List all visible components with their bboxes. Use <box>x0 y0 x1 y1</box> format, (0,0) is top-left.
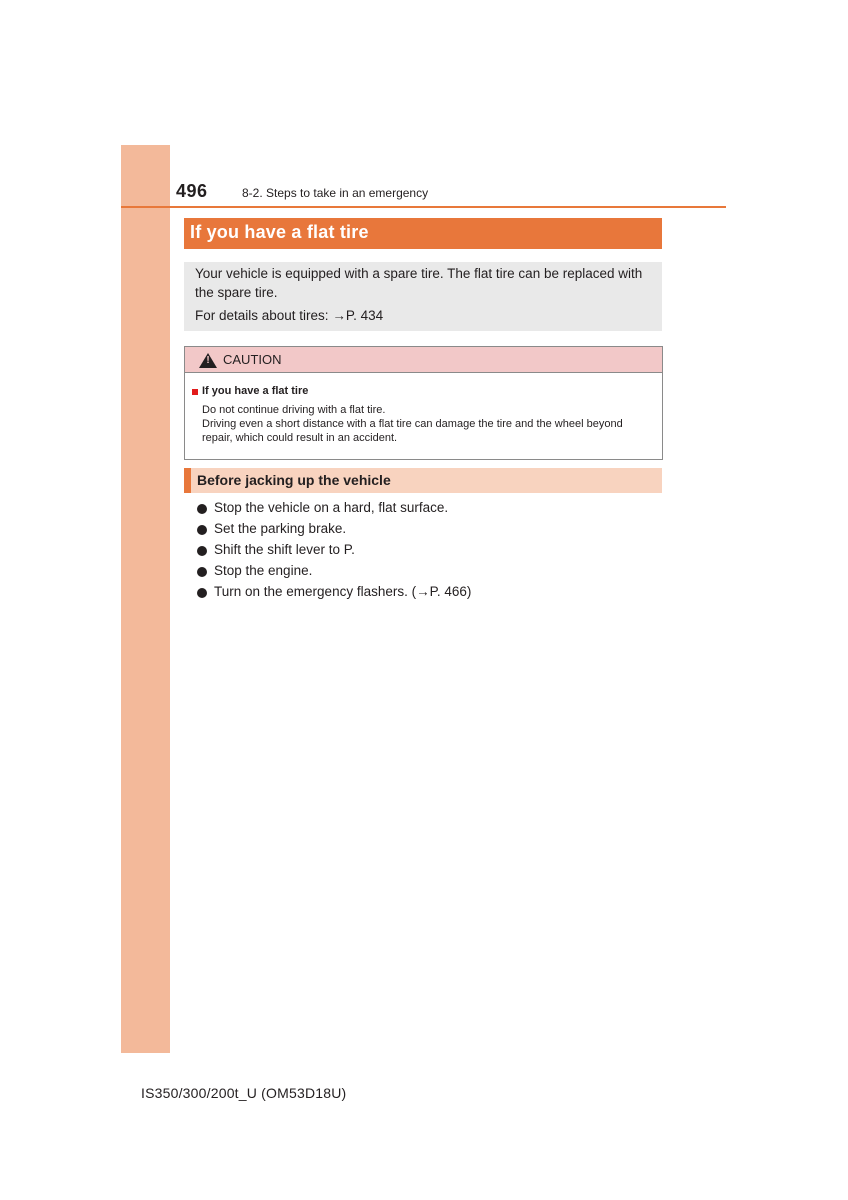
step-text: Stop the engine. <box>214 563 313 578</box>
caution-box <box>184 346 663 460</box>
bullet-dot-icon <box>197 525 207 535</box>
warning-triangle-icon: ! <box>199 353 217 368</box>
bullet-dot-icon <box>197 567 207 577</box>
subsection-accent <box>184 468 191 493</box>
intro-box <box>184 262 662 331</box>
caution-header <box>185 347 662 373</box>
caution-text-line: Driving even a short distance with a flat tire can damage the tire and the wheel beyond <box>202 418 623 430</box>
page-number: 496 <box>176 181 208 201</box>
caution-label: CAUTION <box>223 352 282 367</box>
page-title: If you have a flat tire <box>190 222 369 242</box>
bullet-dot-icon <box>197 546 207 556</box>
title-bar <box>184 218 662 249</box>
intro-text-line-2: the spare tire. <box>195 285 278 300</box>
caution-text-line: repair, which could result in an accident. <box>202 432 398 444</box>
subsection-heading-bar <box>184 468 662 493</box>
bullet-dot-icon <box>197 588 207 598</box>
section-label: 8-2. Steps to take in an emergency <box>242 186 429 200</box>
manual-code: IS350/300/200t_U (OM53D18U) <box>141 1085 347 1101</box>
step-text: Stop the vehicle on a hard, flat surface. <box>214 500 449 515</box>
header-divider <box>121 206 726 208</box>
intro-text-line-1: Your vehicle is equipped with a spare tire. The flat tire can be replaced with <box>195 266 643 281</box>
red-square-icon <box>192 389 198 395</box>
step-text: Set the parking brake. <box>214 521 347 536</box>
caution-text-line: Do not continue driving with a flat tire. <box>202 404 386 416</box>
tire-details-reference: For details about tires: →P. 434 <box>195 308 384 323</box>
step-text: Shift the shift lever to P. <box>214 542 355 557</box>
step-text: Turn on the emergency flashers. (→P. 466) <box>214 584 472 599</box>
bullet-dot-icon <box>197 504 207 514</box>
caution-subheading: If you have a flat tire <box>202 385 309 397</box>
chapter-side-band <box>121 145 170 1053</box>
subsection-heading: Before jacking up the vehicle <box>197 472 391 488</box>
